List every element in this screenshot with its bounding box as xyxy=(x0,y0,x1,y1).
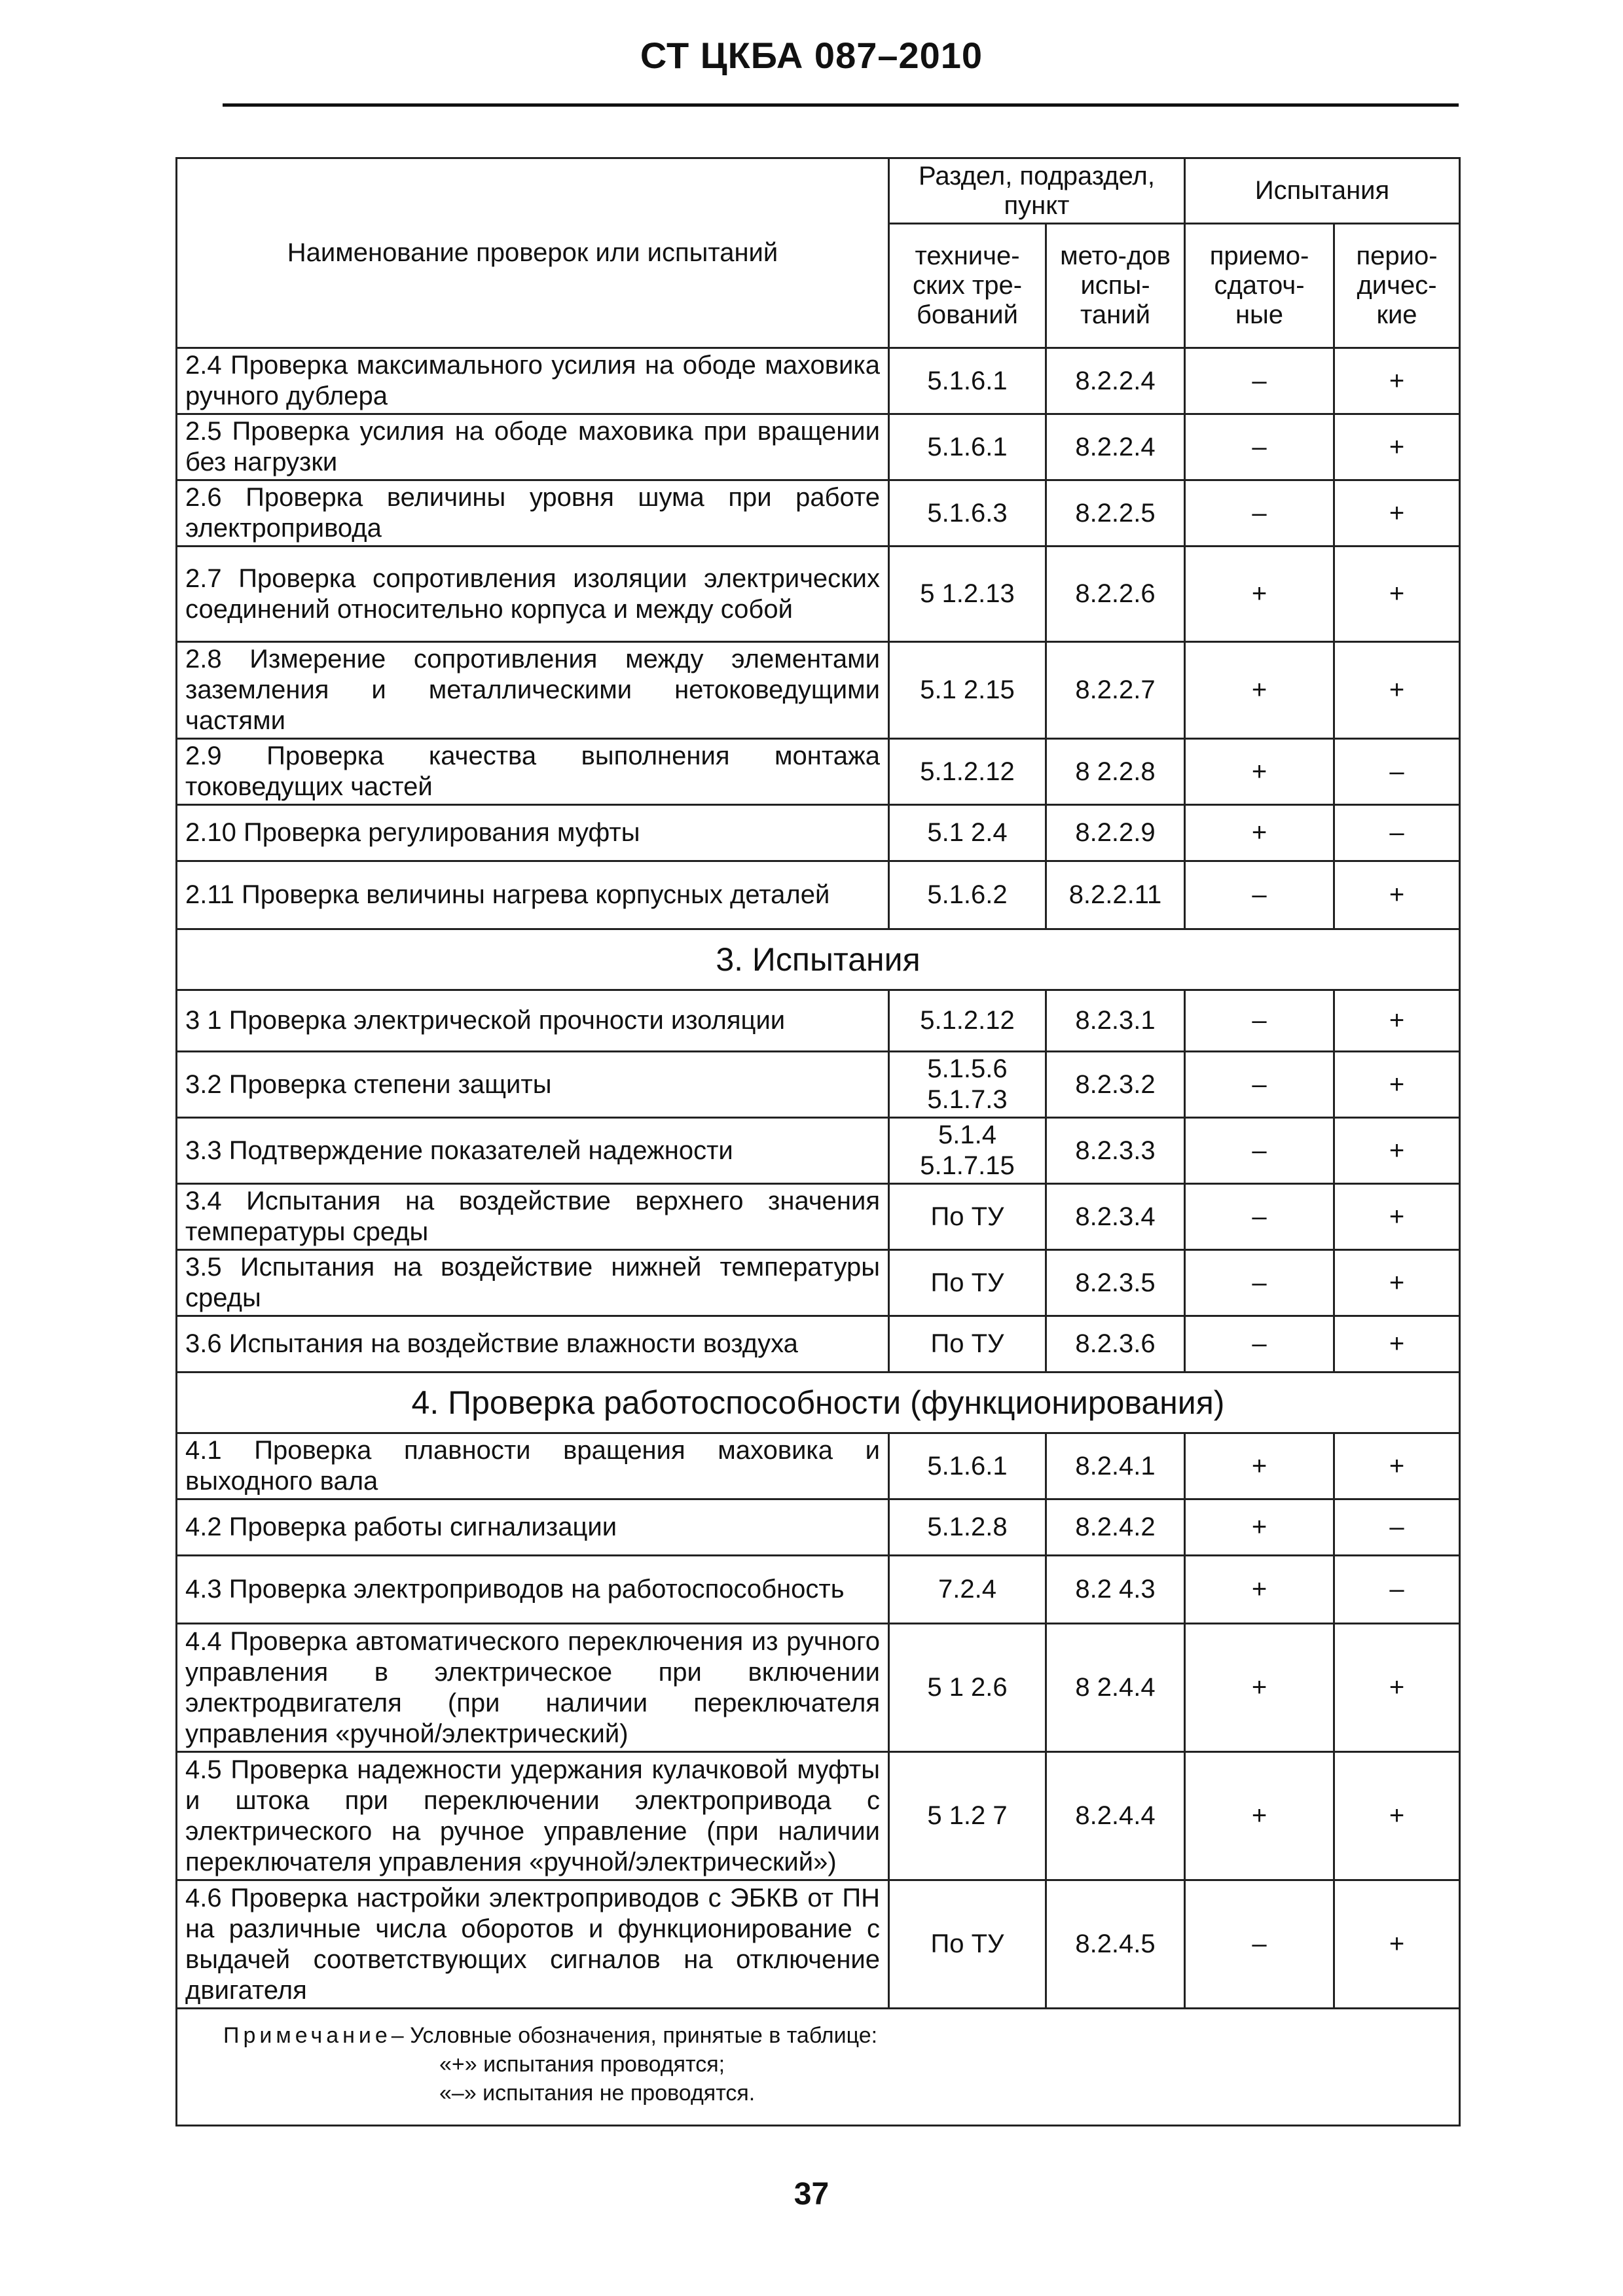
header-section-group: Раздел, подраздел, пункт xyxy=(889,158,1185,224)
table-row xyxy=(177,861,1460,929)
section-4-title: 4. Проверка работоспособности (функционирования) xyxy=(177,1372,1460,1433)
table-row xyxy=(177,414,1460,480)
test-name: 3.3 Подтверждение показателей надежности xyxy=(177,1118,889,1184)
tech-req-ref: 5.1 2.4 xyxy=(889,805,1046,861)
periodic-mark: – xyxy=(1334,1499,1460,1556)
test-name: 3.2 Проверка степени защиты xyxy=(177,1052,889,1118)
page-number: 37 xyxy=(793,2177,830,2212)
table-row xyxy=(177,805,1460,861)
note-plus-legend: «+» испытания проводятся; xyxy=(439,2052,725,2077)
table-row xyxy=(177,480,1460,547)
periodic-mark: + xyxy=(1334,348,1460,414)
acceptance-mark: – xyxy=(1185,1880,1334,2009)
method-ref: 8.2.4.5 xyxy=(1046,1880,1185,2009)
section-row xyxy=(177,929,1460,990)
tech-req-ref: 5.1.6.1 xyxy=(889,414,1046,480)
note-minus-legend: «–» испытания не проводятся. xyxy=(439,2081,756,2106)
method-ref: 8.2 4.3 xyxy=(1046,1556,1185,1624)
method-ref: 8.2.3.4 xyxy=(1046,1184,1185,1250)
tech-req-ref: 5.1.6.1 xyxy=(889,1433,1046,1499)
acceptance-mark: – xyxy=(1185,414,1334,480)
acceptance-mark: – xyxy=(1185,1250,1334,1316)
method-ref: 8.2.2.4 xyxy=(1046,414,1185,480)
document-header: СТ ЦКБА 087–2010 xyxy=(640,35,983,76)
table-row xyxy=(177,1184,1460,1250)
method-ref: 8.2.2.6 xyxy=(1046,547,1185,642)
method-ref: 8.2.2.5 xyxy=(1046,480,1185,547)
acceptance-mark: + xyxy=(1185,1624,1334,1752)
periodic-mark: + xyxy=(1334,414,1460,480)
tech-req-ref: 7.2.4 xyxy=(889,1556,1046,1624)
method-ref: 8.2.3.5 xyxy=(1046,1250,1185,1316)
periodic-mark: – xyxy=(1334,739,1460,805)
acceptance-mark: – xyxy=(1185,1118,1334,1184)
acceptance-mark: – xyxy=(1185,480,1334,547)
tech-req-ref: 5.1.4 5.1.7.15 xyxy=(889,1118,1046,1184)
test-name: 3.5 Испытания на воздействие нижней температуры среды xyxy=(177,1250,889,1316)
periodic-mark: – xyxy=(1334,1556,1460,1624)
test-name: 2.10 Проверка регулирования муфты xyxy=(177,805,889,861)
table-row xyxy=(177,990,1460,1052)
test-name: 3 1 Проверка электрической прочности изоляции xyxy=(177,990,889,1052)
method-ref: 8.2.3.1 xyxy=(1046,990,1185,1052)
tech-req-ref: 5.1.5.6 5.1.7.3 xyxy=(889,1052,1046,1118)
table-row xyxy=(177,1250,1460,1316)
test-name: 4.1 Проверка плавности вращения маховика и выходного вала xyxy=(177,1433,889,1499)
tech-req-ref: 5 1.2.13 xyxy=(889,547,1046,642)
table-row xyxy=(177,1556,1460,1624)
table-row xyxy=(177,547,1460,642)
table-row xyxy=(177,1880,1460,2009)
test-name: 4.4 Проверка автоматического переключения из ручного управления в электрическое при включении электродвигателя (при наличии переключателя управления «ручной/электрический) xyxy=(177,1624,889,1752)
header-periodic: перио-дичес-кие xyxy=(1334,224,1460,348)
method-ref: 8.2.2.11 xyxy=(1046,861,1185,929)
table-row xyxy=(177,1624,1460,1752)
periodic-mark: + xyxy=(1334,1250,1460,1316)
table-row xyxy=(177,1499,1460,1556)
note-row xyxy=(177,2009,1460,2126)
header-tech-req: техниче-ских тре-бований xyxy=(889,224,1046,348)
table-row xyxy=(177,348,1460,414)
periodic-mark: + xyxy=(1334,1433,1460,1499)
header-rule xyxy=(223,103,1459,107)
tech-req-ref: 5.1 2.15 xyxy=(889,642,1046,739)
test-name: 2.7 Проверка сопротивления изоляции электрических соединений относительно корпуса и между собой xyxy=(177,547,889,642)
tech-req-ref: 5 1 2.6 xyxy=(889,1624,1046,1752)
periodic-mark: + xyxy=(1334,1752,1460,1880)
table-row xyxy=(177,1316,1460,1372)
periodic-mark: + xyxy=(1334,547,1460,642)
periodic-mark: – xyxy=(1334,805,1460,861)
method-ref: 8.2.3.6 xyxy=(1046,1316,1185,1372)
tech-req-ref: 5 1.2 7 xyxy=(889,1752,1046,1880)
section-3-title: 3. Испытания xyxy=(177,929,1460,990)
tech-req-ref: 5.1.6.2 xyxy=(889,861,1046,929)
test-name: 4.3 Проверка электроприводов на работоспособность xyxy=(177,1556,889,1624)
tech-req-ref: 5.1.6.3 xyxy=(889,480,1046,547)
tech-req-ref: По ТУ xyxy=(889,1184,1046,1250)
table-row xyxy=(177,1052,1460,1118)
method-ref: 8 2.2.8 xyxy=(1046,739,1185,805)
periodic-mark: + xyxy=(1334,1052,1460,1118)
note-text: – Условные обозначения, принятые в таблице: xyxy=(391,2023,878,2048)
acceptance-mark: + xyxy=(1185,805,1334,861)
test-name: 4.2 Проверка работы сигнализации xyxy=(177,1499,889,1556)
tech-req-ref: 5.1.2.12 xyxy=(889,990,1046,1052)
tech-req-ref: 5.1.6.1 xyxy=(889,348,1046,414)
acceptance-mark: – xyxy=(1185,1052,1334,1118)
test-name: 3.6 Испытания на воздействие влажности воздуха xyxy=(177,1316,889,1372)
periodic-mark: + xyxy=(1334,480,1460,547)
acceptance-mark: – xyxy=(1185,348,1334,414)
test-name: 2.8 Измерение сопротивления между элементами заземления и металлическими нетоковедущими частями xyxy=(177,642,889,739)
periodic-mark: + xyxy=(1334,1118,1460,1184)
acceptance-mark: – xyxy=(1185,1184,1334,1250)
method-ref: 8 2.4.4 xyxy=(1046,1624,1185,1752)
tech-req-ref: По ТУ xyxy=(889,1316,1046,1372)
method-ref: 8.2.4.2 xyxy=(1046,1499,1185,1556)
acceptance-mark: – xyxy=(1185,1316,1334,1372)
acceptance-mark: – xyxy=(1185,990,1334,1052)
header-name: Наименование проверок или испытаний xyxy=(177,158,889,348)
method-ref: 8.2.2.7 xyxy=(1046,642,1185,739)
acceptance-mark: + xyxy=(1185,1556,1334,1624)
method-ref: 8.2.3.3 xyxy=(1046,1118,1185,1184)
table-row xyxy=(177,739,1460,805)
header-methods: мето-дов испы-таний xyxy=(1046,224,1185,348)
test-name: 4.5 Проверка надежности удержания кулачковой муфты и штока при переключении электропривода с электрического на ручное управление (при наличии переключателя управления «ручной/электрический») xyxy=(177,1752,889,1880)
test-name: 2.5 Проверка усилия на ободе маховика при вращении без нагрузки xyxy=(177,414,889,480)
header-tests-group: Испытания xyxy=(1185,158,1460,224)
test-name: 2.6 Проверка величины уровня шума при работе электропривода xyxy=(177,480,889,547)
tech-req-ref: 5.1.2.12 xyxy=(889,739,1046,805)
header-acceptance: приемо-сдаточ-ные xyxy=(1185,224,1334,348)
method-ref: 8.2.2.9 xyxy=(1046,805,1185,861)
method-ref: 8.2.2.4 xyxy=(1046,348,1185,414)
periodic-mark: + xyxy=(1334,861,1460,929)
table-note xyxy=(177,2009,1460,2126)
acceptance-mark: + xyxy=(1185,739,1334,805)
periodic-mark: + xyxy=(1334,642,1460,739)
periodic-mark: + xyxy=(1334,1624,1460,1752)
periodic-mark: + xyxy=(1334,990,1460,1052)
test-name: 4.6 Проверка настройки электроприводов с ЭБКВ от ПН на различные числа оборотов и функционирование с выдачей соответствующих сигналов на отключение двигателя xyxy=(177,1880,889,2009)
periodic-mark: + xyxy=(1334,1316,1460,1372)
test-name: 3.4 Испытания на воздействие верхнего значения температуры среды xyxy=(177,1184,889,1250)
section-row xyxy=(177,1372,1460,1433)
note-label: Примечание xyxy=(223,2023,392,2048)
tech-req-ref: 5.1.2.8 xyxy=(889,1499,1046,1556)
table-row xyxy=(177,1433,1460,1499)
test-name: 2.9 Проверка качества выполнения монтажа токоведущих частей xyxy=(177,739,889,805)
acceptance-mark: + xyxy=(1185,1433,1334,1499)
periodic-mark: + xyxy=(1334,1184,1460,1250)
periodic-mark: + xyxy=(1334,1880,1460,2009)
method-ref: 8.2.3.2 xyxy=(1046,1052,1185,1118)
acceptance-mark: – xyxy=(1185,861,1334,929)
acceptance-mark: + xyxy=(1185,547,1334,642)
tech-req-ref: По ТУ xyxy=(889,1880,1046,2009)
table-row xyxy=(177,1752,1460,1880)
table-row xyxy=(177,642,1460,739)
tech-req-ref: По ТУ xyxy=(889,1250,1046,1316)
acceptance-mark: + xyxy=(1185,1752,1334,1880)
tests-table xyxy=(175,157,1461,2126)
method-ref: 8.2.4.4 xyxy=(1046,1752,1185,1880)
acceptance-mark: + xyxy=(1185,1499,1334,1556)
method-ref: 8.2.4.1 xyxy=(1046,1433,1185,1499)
acceptance-mark: + xyxy=(1185,642,1334,739)
test-name: 2.4 Проверка максимального усилия на ободе маховика ручного дублера xyxy=(177,348,889,414)
test-name: 2.11 Проверка величины нагрева корпусных деталей xyxy=(177,861,889,929)
table-row xyxy=(177,1118,1460,1184)
